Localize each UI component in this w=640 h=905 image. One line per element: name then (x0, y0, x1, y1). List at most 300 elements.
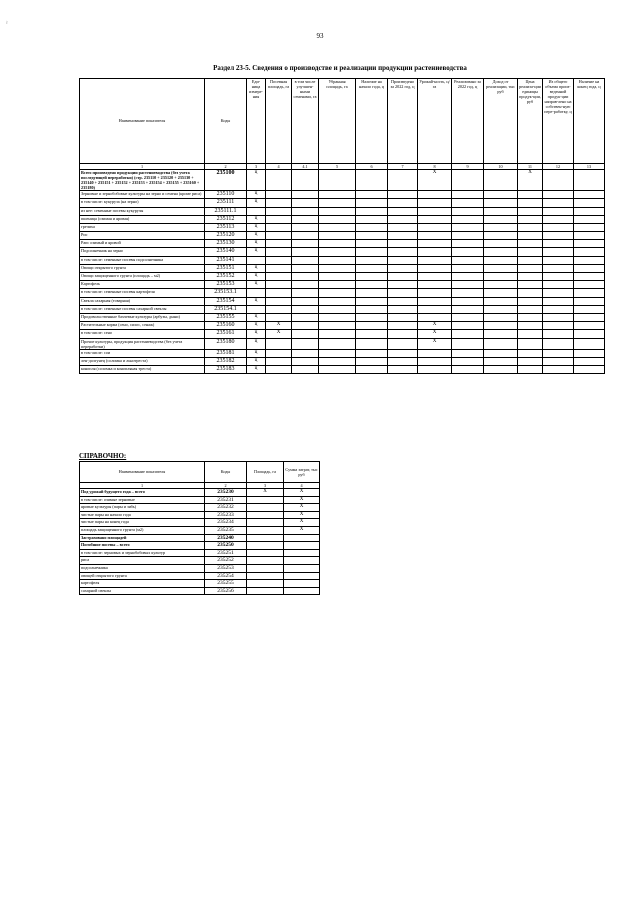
row-code: 235160 (205, 322, 247, 330)
data-cell (452, 297, 484, 305)
data-cell (388, 207, 418, 215)
cell-unit-price: X (518, 170, 543, 191)
ref-cell-area (247, 519, 284, 527)
data-cell (543, 223, 574, 231)
data-cell (356, 199, 388, 207)
row-label: в том числе: семенные посевы картофеля (80, 289, 205, 297)
data-cell (388, 365, 418, 373)
data-cell (319, 313, 356, 321)
ref-row-label: Под урожай будущего года – всего (80, 489, 205, 497)
cell-sown-area: X (266, 322, 292, 330)
ref-row-code: 235255 (205, 580, 247, 588)
data-cell (543, 338, 574, 349)
cell-yield (418, 256, 452, 264)
cell-yield (418, 232, 452, 240)
row-code: 235161 (205, 330, 247, 338)
data-cell (574, 170, 605, 191)
ref-row-code: 235232 (205, 504, 247, 512)
data-cell (452, 305, 484, 313)
production-table (79, 78, 605, 374)
ref-cell-area (247, 549, 284, 557)
ref-row (80, 572, 320, 580)
cell-sown-area (266, 297, 292, 305)
cell-improved-seeds (292, 322, 319, 330)
data-cell (356, 297, 388, 305)
table-row (80, 330, 605, 338)
column-number: 5 (319, 164, 356, 170)
cell-yield (418, 215, 452, 223)
table-row (80, 313, 605, 321)
column-header: Доход от реализации, тыс руб (484, 79, 518, 164)
cell-improved-seeds (292, 330, 319, 338)
data-cell (452, 223, 484, 231)
row-unit: ц (247, 223, 266, 231)
data-cell (574, 330, 605, 338)
cell-yield: X (418, 330, 452, 338)
data-cell (388, 330, 418, 338)
row-label: Картофель (80, 281, 205, 289)
cell-yield: X (418, 338, 452, 349)
page-number: 93 (316, 32, 324, 40)
ref-cell-cost (284, 587, 320, 595)
data-cell (452, 365, 484, 373)
ref-row (80, 504, 320, 512)
data-cell (484, 322, 518, 330)
data-cell (319, 289, 356, 297)
ref-cell-cost: X (284, 511, 320, 519)
table-row (80, 365, 605, 373)
data-cell (452, 289, 484, 297)
row-code: 235111.1 (205, 207, 247, 215)
data-cell (356, 365, 388, 373)
row-label: Прочие культуры, продукция растениеводства (без учета переработки) (80, 338, 205, 349)
column-number: 4 (266, 164, 292, 170)
data-cell (484, 199, 518, 207)
data-cell (543, 248, 574, 256)
ref-row (80, 519, 320, 527)
row-code: 235154 (205, 297, 247, 305)
data-cell (543, 357, 574, 365)
table-row (80, 223, 605, 231)
data-cell (574, 240, 605, 248)
column-header: Еди-ница измере-ния (247, 79, 266, 164)
data-cell (574, 207, 605, 215)
cell-sown-area (266, 357, 292, 365)
row-label: пшеница (озимая и яровая) (80, 215, 205, 223)
row-unit: ц (247, 349, 266, 357)
column-header: Урожай-ность, ц/га (418, 79, 452, 164)
data-cell (388, 281, 418, 289)
data-cell (484, 365, 518, 373)
row-code: 235182 (205, 357, 247, 365)
data-cell (484, 330, 518, 338)
row-code: 235120 (205, 232, 247, 240)
reference-title: СПРАВОЧНО: (79, 452, 127, 460)
row-label: Зерновые и зернобобовые культуры на зерно и семена (кроме риса) (80, 191, 205, 199)
column-header: Реализовано за 2022 год, ц (452, 79, 484, 164)
row-code: 235112 (205, 215, 247, 223)
ref-cell-cost (284, 557, 320, 565)
cell-unit-price (518, 264, 543, 272)
row-label: Рис (80, 232, 205, 240)
row-label: Овощи защищенного грунта (площадь – м2) (80, 273, 205, 281)
row-code: 235110 (205, 191, 247, 199)
cell-unit-price (518, 357, 543, 365)
ref-cell-cost: X (284, 526, 320, 534)
row-unit: ц (247, 264, 266, 272)
cell-yield (418, 207, 452, 215)
row-unit: ц (247, 273, 266, 281)
row-code: 235181 (205, 349, 247, 357)
data-cell (543, 191, 574, 199)
table-row (80, 248, 605, 256)
ref-cell-cost (284, 580, 320, 588)
ref-row-label: сахарной свеклы (80, 587, 205, 595)
data-cell (356, 305, 388, 313)
data-cell (574, 191, 605, 199)
data-cell (543, 322, 574, 330)
row-unit: ц (247, 240, 266, 248)
row-label: Овощи открытого грунта (80, 264, 205, 272)
row-unit: ц (247, 199, 266, 207)
cell-sown-area (266, 289, 292, 297)
cell-improved-seeds (292, 273, 319, 281)
row-label: в том числе: семенные посевы подсолнечника (80, 256, 205, 264)
data-cell (356, 248, 388, 256)
data-cell (484, 313, 518, 321)
data-cell (319, 256, 356, 264)
cell-yield (418, 223, 452, 231)
data-cell (543, 365, 574, 373)
ref-column-number: 2 (205, 483, 247, 489)
data-cell (319, 365, 356, 373)
data-cell (543, 281, 574, 289)
row-unit: ц (247, 313, 266, 321)
ref-row-label: Погибшие посевы – всего (80, 542, 205, 550)
row-label: в том числе: сено (80, 330, 205, 338)
ref-row-label: чистые пары на начало года (80, 511, 205, 519)
ref-cell-area (247, 580, 284, 588)
data-cell (356, 313, 388, 321)
data-cell (319, 191, 356, 199)
ref-row-code: 235231 (205, 496, 247, 504)
cell-yield (418, 365, 452, 373)
ref-cell-area (247, 496, 284, 504)
ref-row (80, 549, 320, 557)
data-cell (484, 223, 518, 231)
table-row (80, 281, 605, 289)
ref-row-label: яровые культуры (пары и зябь) (80, 504, 205, 512)
data-cell (319, 338, 356, 349)
data-cell (356, 223, 388, 231)
table-row (80, 232, 605, 240)
cell-unit-price (518, 256, 543, 264)
row-unit: ц (247, 365, 266, 373)
data-cell (543, 313, 574, 321)
column-number: 10 (484, 164, 518, 170)
cell-sown-area (266, 215, 292, 223)
data-cell (543, 264, 574, 272)
column-number: 13 (574, 164, 605, 170)
row-unit: ц (247, 357, 266, 365)
column-header: Наличие на конец года, ц (574, 79, 605, 164)
ref-row-code: 235233 (205, 511, 247, 519)
data-cell (484, 281, 518, 289)
data-cell (484, 170, 518, 191)
ref-column-header: Коды (205, 462, 247, 483)
column-header: Посевная площадь, га (266, 79, 292, 164)
column-header: Произведено за 2022 год, ц (388, 79, 418, 164)
data-cell (574, 357, 605, 365)
column-header: в том числе улучшен-ными семенами, га (292, 79, 319, 164)
table-row (80, 297, 605, 305)
cell-improved-seeds (292, 313, 319, 321)
ref-row (80, 557, 320, 565)
data-cell (388, 357, 418, 365)
cell-sown-area (266, 191, 292, 199)
row-unit: ц (247, 248, 266, 256)
row-unit: ц (247, 170, 266, 191)
data-cell (543, 240, 574, 248)
table-row (80, 207, 605, 215)
data-cell (574, 289, 605, 297)
data-cell (319, 330, 356, 338)
ref-cell-area (247, 564, 284, 572)
cell-sown-area (266, 232, 292, 240)
ref-row-label: риса (80, 557, 205, 565)
data-cell (452, 281, 484, 289)
section-title: Раздел 23-5. Сведения о производстве и реализации продукции растениеводства (213, 64, 467, 72)
ref-cell-cost (284, 572, 320, 580)
data-cell (356, 322, 388, 330)
data-cell (388, 232, 418, 240)
ref-row-code: 235250 (205, 542, 247, 550)
ref-column-number: 3 (247, 483, 284, 489)
cell-sown-area (266, 313, 292, 321)
ref-column-header: Площадь, га (247, 462, 284, 483)
cell-improved-seeds (292, 305, 319, 313)
data-cell (319, 322, 356, 330)
data-cell (543, 170, 574, 191)
data-cell (543, 330, 574, 338)
row-label: Свекла сахарная (товарная) (80, 297, 205, 305)
data-cell (484, 232, 518, 240)
cell-improved-seeds (292, 289, 319, 297)
data-cell (543, 297, 574, 305)
cell-yield (418, 305, 452, 313)
cell-improved-seeds (292, 240, 319, 248)
ref-row-label: овощей открытого грунта (80, 572, 205, 580)
data-cell (574, 248, 605, 256)
data-cell (543, 199, 574, 207)
data-cell (388, 338, 418, 349)
row-code: 235153 (205, 281, 247, 289)
cell-sown-area (266, 170, 292, 191)
ref-row-label: подсолнечника (80, 564, 205, 572)
ref-cell-area (247, 526, 284, 534)
ref-row (80, 564, 320, 572)
data-cell (319, 232, 356, 240)
cell-yield (418, 199, 452, 207)
cell-unit-price (518, 365, 543, 373)
ref-row (80, 542, 320, 550)
cell-unit-price (518, 313, 543, 321)
data-cell (319, 264, 356, 272)
ref-cell-area (247, 572, 284, 580)
data-cell (452, 264, 484, 272)
cell-yield (418, 357, 452, 365)
table-row (80, 273, 605, 281)
cell-yield (418, 289, 452, 297)
data-cell (484, 349, 518, 357)
cell-yield (418, 240, 452, 248)
cell-unit-price (518, 330, 543, 338)
data-cell (574, 273, 605, 281)
row-unit: ц (247, 322, 266, 330)
cell-improved-seeds (292, 365, 319, 373)
row-label: лен-долгунец (соломка и льнотреста) (80, 357, 205, 365)
data-cell (543, 273, 574, 281)
ref-cell-cost (284, 564, 320, 572)
cell-improved-seeds (292, 349, 319, 357)
table-row (80, 199, 605, 207)
data-cell (356, 215, 388, 223)
data-cell (319, 349, 356, 357)
data-cell (452, 232, 484, 240)
cell-sown-area (266, 264, 292, 272)
data-cell (452, 357, 484, 365)
data-cell (356, 281, 388, 289)
cell-unit-price (518, 349, 543, 357)
data-cell (452, 256, 484, 264)
data-cell (452, 215, 484, 223)
cell-sown-area (266, 207, 292, 215)
cell-improved-seeds (292, 264, 319, 272)
ref-row-code: 235254 (205, 572, 247, 580)
data-cell (574, 256, 605, 264)
data-cell (484, 207, 518, 215)
data-cell (388, 264, 418, 272)
ref-row-code: 235251 (205, 549, 247, 557)
cell-yield (418, 273, 452, 281)
data-cell (388, 256, 418, 264)
cell-sown-area (266, 199, 292, 207)
row-label: в том числе: сои (80, 349, 205, 357)
row-unit (247, 207, 266, 215)
data-cell (319, 170, 356, 191)
table-row (80, 170, 605, 191)
cell-unit-price (518, 232, 543, 240)
cell-sown-area (266, 223, 292, 231)
data-cell (388, 297, 418, 305)
cell-improved-seeds (292, 170, 319, 191)
data-cell (452, 170, 484, 191)
ref-cell-cost: X (284, 519, 320, 527)
cell-improved-seeds (292, 338, 319, 349)
ref-cell-cost: X (284, 496, 320, 504)
row-code: 235111 (205, 199, 247, 207)
data-cell (319, 215, 356, 223)
data-cell (543, 289, 574, 297)
column-number: 7 (388, 164, 418, 170)
data-cell (452, 207, 484, 215)
data-cell (356, 170, 388, 191)
data-cell (484, 338, 518, 349)
cell-yield (418, 248, 452, 256)
row-code: 235140 (205, 248, 247, 256)
data-cell (319, 240, 356, 248)
table-row (80, 264, 605, 272)
data-cell (574, 264, 605, 272)
column-number: 11 (518, 164, 543, 170)
data-cell (574, 322, 605, 330)
data-cell (484, 273, 518, 281)
data-cell (574, 281, 605, 289)
ref-column-header: Наименование показателя (80, 462, 205, 483)
column-number: 4.1 (292, 164, 319, 170)
cell-yield (418, 264, 452, 272)
cell-unit-price (518, 297, 543, 305)
data-cell (356, 207, 388, 215)
cell-sown-area (266, 256, 292, 264)
data-cell (356, 349, 388, 357)
table-row (80, 338, 605, 349)
cell-sown-area: X (266, 330, 292, 338)
cell-unit-price (518, 223, 543, 231)
cell-sown-area (266, 305, 292, 313)
data-cell (484, 297, 518, 305)
column-number: 12 (543, 164, 574, 170)
cell-unit-price (518, 191, 543, 199)
table-row (80, 191, 605, 199)
row-label: Подсолнечник на зерно (80, 248, 205, 256)
cell-yield: X (418, 170, 452, 191)
row-label: из нее: семенные посевы кукурузы (80, 207, 205, 215)
row-code: 235155 (205, 313, 247, 321)
cell-improved-seeds (292, 191, 319, 199)
data-cell (452, 349, 484, 357)
cell-sown-area (266, 281, 292, 289)
table-row (80, 322, 605, 330)
data-cell (319, 297, 356, 305)
data-cell (574, 223, 605, 231)
data-cell (543, 256, 574, 264)
data-cell (452, 313, 484, 321)
ref-row-code: 235235 (205, 526, 247, 534)
ref-row-label: картофеля (80, 580, 205, 588)
data-cell (388, 273, 418, 281)
column-number: 8 (418, 164, 452, 170)
data-cell (452, 240, 484, 248)
data-cell (484, 215, 518, 223)
row-label: Всего произведено продукции растениеводства (без учета последующей переработки) (стр. 235110 + 235120 + 235130 + 235140 + 235151 + 235152 + 235153 + 235154 + 235155 + 235160 + 235180) (80, 170, 205, 191)
row-code: 235113 (205, 223, 247, 231)
data-cell (484, 357, 518, 365)
ref-row (80, 534, 320, 542)
data-cell (388, 223, 418, 231)
ref-row-code: 235256 (205, 587, 247, 595)
data-cell (319, 273, 356, 281)
cell-yield: X (418, 322, 452, 330)
cell-yield (418, 349, 452, 357)
ref-row-code: 235253 (205, 564, 247, 572)
row-unit: ц (247, 281, 266, 289)
row-unit (247, 289, 266, 297)
data-cell (319, 281, 356, 289)
data-cell (388, 215, 418, 223)
table-row (80, 256, 605, 264)
data-cell (574, 297, 605, 305)
